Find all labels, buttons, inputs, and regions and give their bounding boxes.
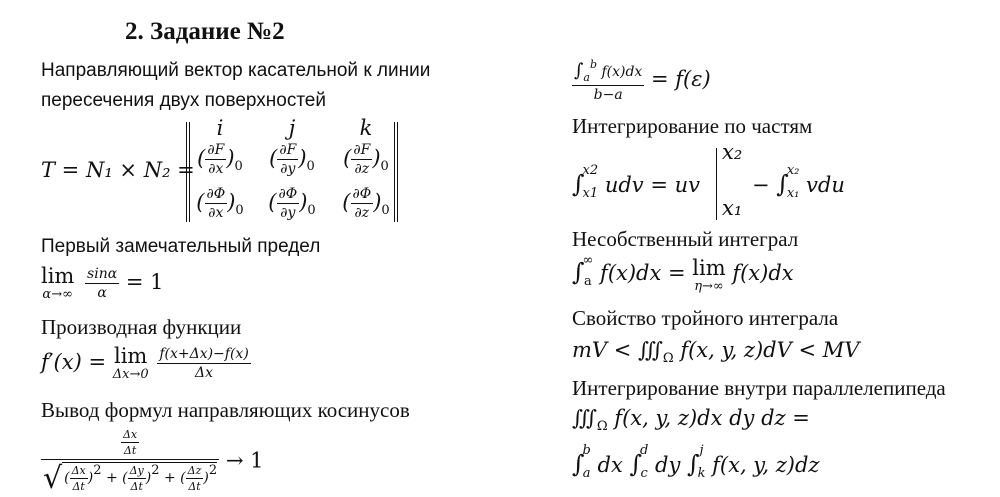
formula-integration-by-parts-rhs: − ∫ x₂ x₁ vdu [752, 163, 845, 201]
det-cell-k: k [359, 116, 373, 140]
formula-direction-cosines: $\frac{\Delta x}{\Delta t}$ √ ( $\frac{\Delta x}{\Delta t}$ )2 + ( $\frac{\Delta y}{\Delta t}$ )2 + ( $\frac{\Delta z}{\Delta t}$ )2 → 1 [43, 428, 264, 496]
det-cell-j: j [288, 116, 296, 140]
evaluation-upper: x₂ [722, 140, 743, 164]
page-title: 2. Задание №2 [125, 18, 285, 45]
det-cell-dFdy: ( $\frac{\partial F}{\partial y}$ )$_0$ [269, 142, 315, 177]
formula-mean-value: $\frac{\int_a^b f(x)dx}{b-a}$ = f(ε) [574, 58, 711, 103]
heading-first-limit: Первый замечательный предел [41, 236, 321, 257]
heading-improper-integral: Несобственный интеграл [572, 227, 799, 251]
formula-first-limit: lim α→∞ $\frac{\sin\alpha}{\alpha}$ = 1 [41, 264, 164, 302]
formula-parallelepiped-line2: ∫ b a dx ∫ d c dy ∫ j k f(x, y, z)dz [572, 443, 820, 481]
heading-parallelepiped-integration: Интегрирование внутри параллелепипеда [572, 376, 946, 400]
det-cell-dPhidy: ( $\frac{\partial\Phi}{\partial y}$ )$_0$ [268, 186, 316, 221]
formula-integration-by-parts-lhs: ∫ x2 x1 udv = uv [572, 163, 700, 201]
evaluation-bar [716, 148, 717, 220]
heading-direction-vector: Направляющий вектор касательной к линии [41, 60, 431, 81]
heading-triple-integral: Свойство тройного интеграла [572, 306, 839, 330]
cross-product-lhs: T = N₁ × N₂ = [41, 158, 195, 182]
det-cell-dPhidz: ( $\frac{\partial\Phi}{\partial z}$ )$_0$ [342, 186, 390, 221]
det-cell-i: i [216, 116, 224, 140]
det-cell-dPhidx: ( $\frac{\partial\Phi}{\partial x}$ )$_0$ [196, 186, 244, 221]
det-cell-dFdx: ( $\frac{\partial F}{\partial x}$ )$_0$ [197, 142, 243, 177]
formula-improper-integral: ∫ ∞ a f(x)dx = lim η→∞ f(x)dx [572, 253, 794, 294]
formula-derivative: f′(x) = lim Δx→0 $\frac{f(x+\Delta x)-f(x)}{\Delta x}$ [41, 344, 249, 382]
determinant-left-bar [186, 122, 187, 222]
heading-derivative: Производная функции [41, 315, 242, 339]
determinant-right-bar-inner [397, 122, 398, 222]
det-cell-dFdz: ( $\frac{\partial F}{\partial z}$ )$_0$ [343, 142, 389, 177]
heading-direction-cosines: Вывод формул направляющих косинусов [41, 398, 410, 422]
heading-direction-vector-cont: пересечения двух поверхностей [41, 90, 326, 111]
formula-parallelepiped-line1: $∭_\Omega$ f(x, y, z)dx dy dz = [572, 406, 810, 434]
heading-integration-by-parts: Интегрирование по частям [572, 114, 813, 138]
evaluation-lower: x₁ [722, 196, 743, 220]
formula-triple-integral: mV < $∭_\Omega$ f(x, y, z)dV < MV [572, 338, 860, 366]
